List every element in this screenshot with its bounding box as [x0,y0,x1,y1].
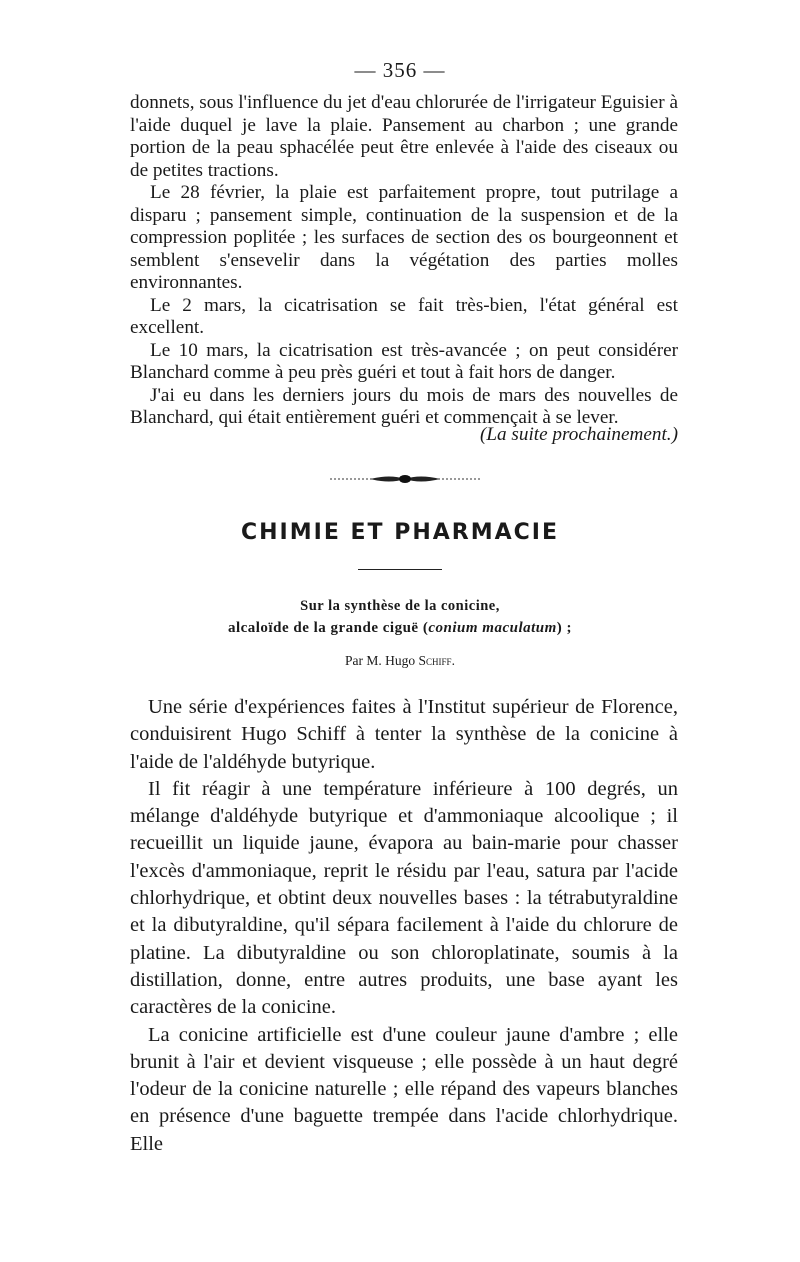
article-body [130,694,678,1158]
subtitle-text: alcaloïde de la grande ciguë ( [227,620,429,636]
heading-rule [358,569,442,570]
article-paragraph: Une série d'expériences faites à l'Institut supérieur de Florence, conduisirent Hugo Schiff à tenter la synthèse de la conicine à l'aide de l'aldéhyde butyrique. [130,696,678,773]
continuation-paragraph: J'ai eu dans les derniers jours du mois de mars des nouvelles de Blanchard, qui était entièrement guéri et commençait à se lever. [130,384,678,428]
continuation-paragraph: Le 2 mars, la cicatrisation se fait très-bien, l'état général est excellent. [130,294,678,338]
byline [0,653,800,669]
continuation-paragraph: Le 10 mars, la cicatrisation est très-avancée ; on peut considérer Blanchard comme à peu près guéri et tout à fait hors de danger. [130,339,678,383]
continuation-paragraph: donnets, sous l'influence du jet d'eau chlorurée de l'irrigateur Eguisier à l'aide duquel je lave la plaie. Pansement au charbon ; une grande portion de la peau sphacélée peut être enlevée à l'aide des ciseaux ou de petites tractions. [130,92,678,181]
continued-note: (La suite prochainement.) [479,424,678,445]
continuation-paragraph: Le 28 février, la plaie est parfaitement propre, tout putrilage a disparu ; pansement simple, continuation de la suspension et de la compression poplitée ; les surfaces de section des os bourgeonnent et semblent s'ensevelir dans la végétation des parties molles environnantes. [130,182,678,293]
article-title: Sur la synthèse de la conicine, [300,598,500,614]
continuation-text [130,92,678,430]
byline-prefix: Par M. Hugo [345,653,416,668]
byline-author: Schiff. [418,653,455,668]
ornament-divider [330,472,480,486]
page-number: — 356 — [354,58,446,82]
subtitle-latin-name: conium maculatum [428,620,557,636]
article-paragraph: Il fit réagir à une température inférieure à 100 degrés, un mélange d'aldéhyde butyrique et d'ammoniaque alcoolique ; il recueillit un liquide jaune, évapora au bain-marie pour chasser l'excès d'ammoniaque, reprit le résidu par l'eau, satura par l'acide chlorhydrique, et obtint deux nouvelles bases : la tétrabutyraldine et la dibutyraldine, qu'il sépara facilement à l'aide du chlorure de platine. La dibutyraldine ou son chloroplatinate, soumis à la distillation, donne, entre autres produits, une base ayant les caractères de la conicine. [130,777,678,1019]
article-paragraph: La conicine artificielle est d'une couleur jaune d'ambre ; elle brunit à l'air et devient visqueuse ; elle possède à un haut degré l'odeur de la conicine naturelle ; elle répand des vapeurs blanches en présence d'une baguette trempée dans l'acide chlorhydrique. Elle [130,1023,678,1155]
section-heading: CHIMIE ET PHARMACIE [241,520,559,545]
subtitle-text-end: ) ; [556,620,573,636]
article-subtitle [0,620,800,637]
